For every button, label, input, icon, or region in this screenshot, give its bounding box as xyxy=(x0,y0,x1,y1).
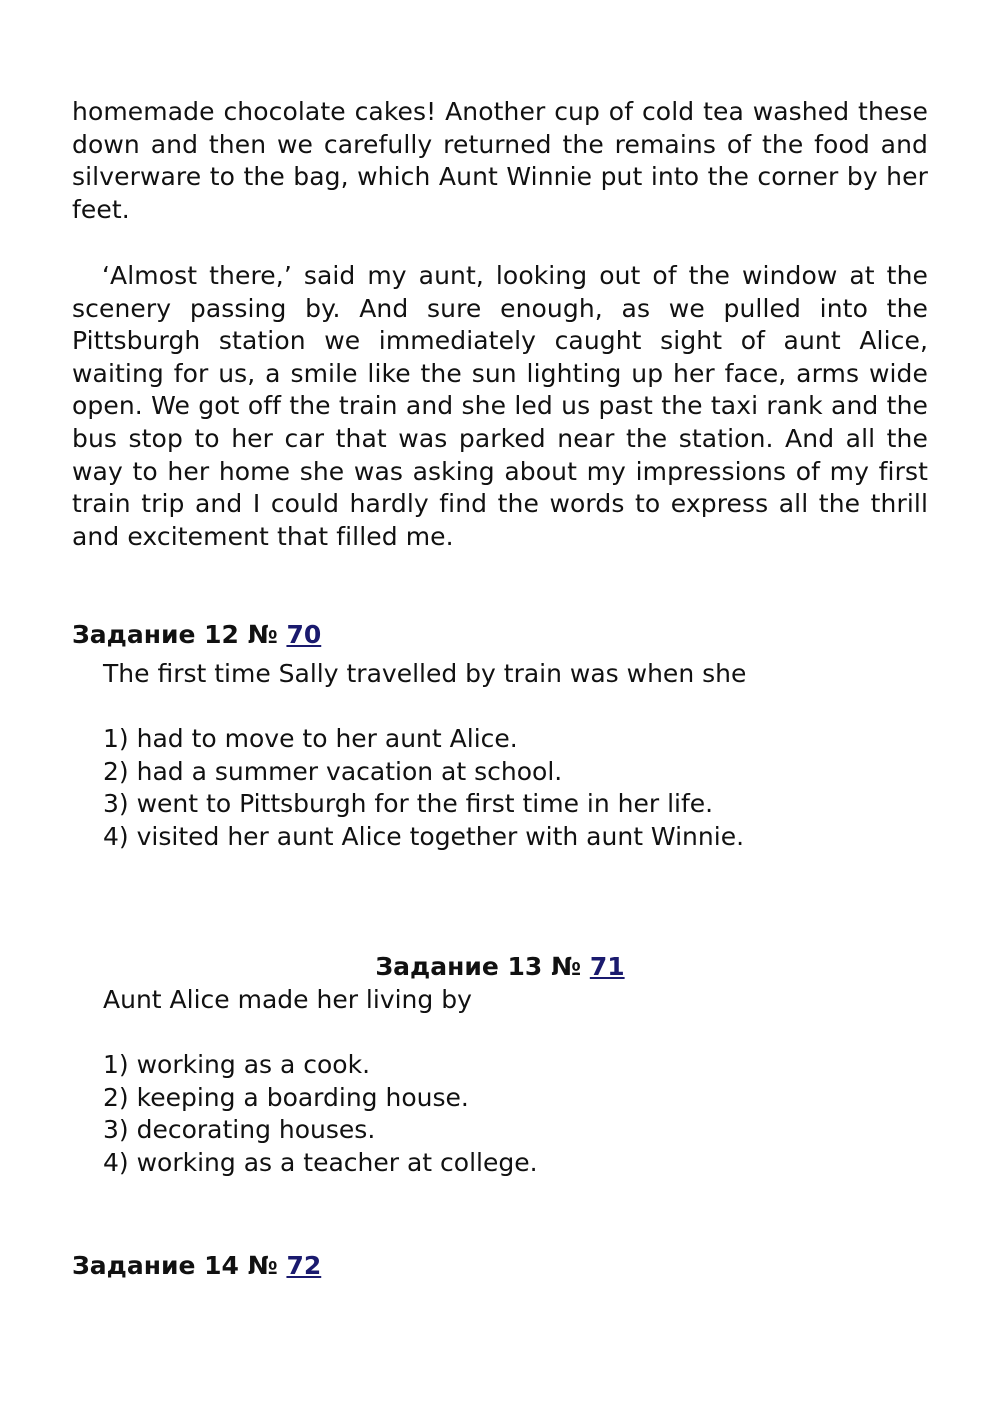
task-13-number-link[interactable]: 71 xyxy=(589,952,625,981)
passage-paragraph-2: ‘Almost there,’ said my aunt, looking out of the window at the scenery passing by. And sure enough, as we pulled into the Pittsburgh station we immediately caught sight of aunt Alice, waiting for us, a smile like the sun lighting up her face, arms wide open. We got off the train and she led us past the taxi rank and the bus stop to her car that was parked near the station. And all the way to her home she was asking about my impressions of my first train trip and I could hardly find the words to express all the thrill and excitement that filled me. xyxy=(72,261,928,551)
task-12-options xyxy=(103,723,744,853)
task-12-option-1: 1) had to move to her aunt Alice. xyxy=(103,724,518,753)
task-13-option-2: 2) keeping a boarding house. xyxy=(103,1082,469,1112)
task-14-heading-label: Задание 14 № xyxy=(72,1251,278,1280)
task-13-question: Aunt Alice made her living by xyxy=(103,985,472,1014)
task-12-heading-label: Задание 12 № xyxy=(72,620,278,649)
task-12-option-4: 4) visited her aunt Alice together with aunt Winnie. xyxy=(103,821,745,851)
task-12-option-2: 2) had a summer vacation at school. xyxy=(103,756,563,786)
task-12-option-3: 3) went to Pittsburgh for the first time in her life. xyxy=(103,789,714,819)
task-12-heading xyxy=(72,619,321,651)
passage-paragraph-1: homemade chocolate cakes! Another cup of cold tea washed these down and then we carefully returned the remains of the food and silverware to the bag, which Aunt Winnie put into the corner by her feet. xyxy=(72,97,928,224)
task-13-option-1: 1) working as a cook. xyxy=(103,1050,371,1079)
task-13-option-3: 3) decorating houses. xyxy=(103,1115,376,1145)
task-13-heading-label: Задание 13 № xyxy=(375,952,582,981)
task-13-heading xyxy=(0,951,1000,983)
task-13-option-4: 4) working as a teacher at college. xyxy=(103,1147,538,1177)
task-13-options xyxy=(103,1049,538,1179)
task-14-number-link[interactable]: 72 xyxy=(286,1251,322,1280)
task-12-question: The first time Sally travelled by train was when she xyxy=(103,659,747,688)
task-14-heading xyxy=(72,1250,321,1282)
task-12-number-link[interactable]: 70 xyxy=(286,620,322,649)
